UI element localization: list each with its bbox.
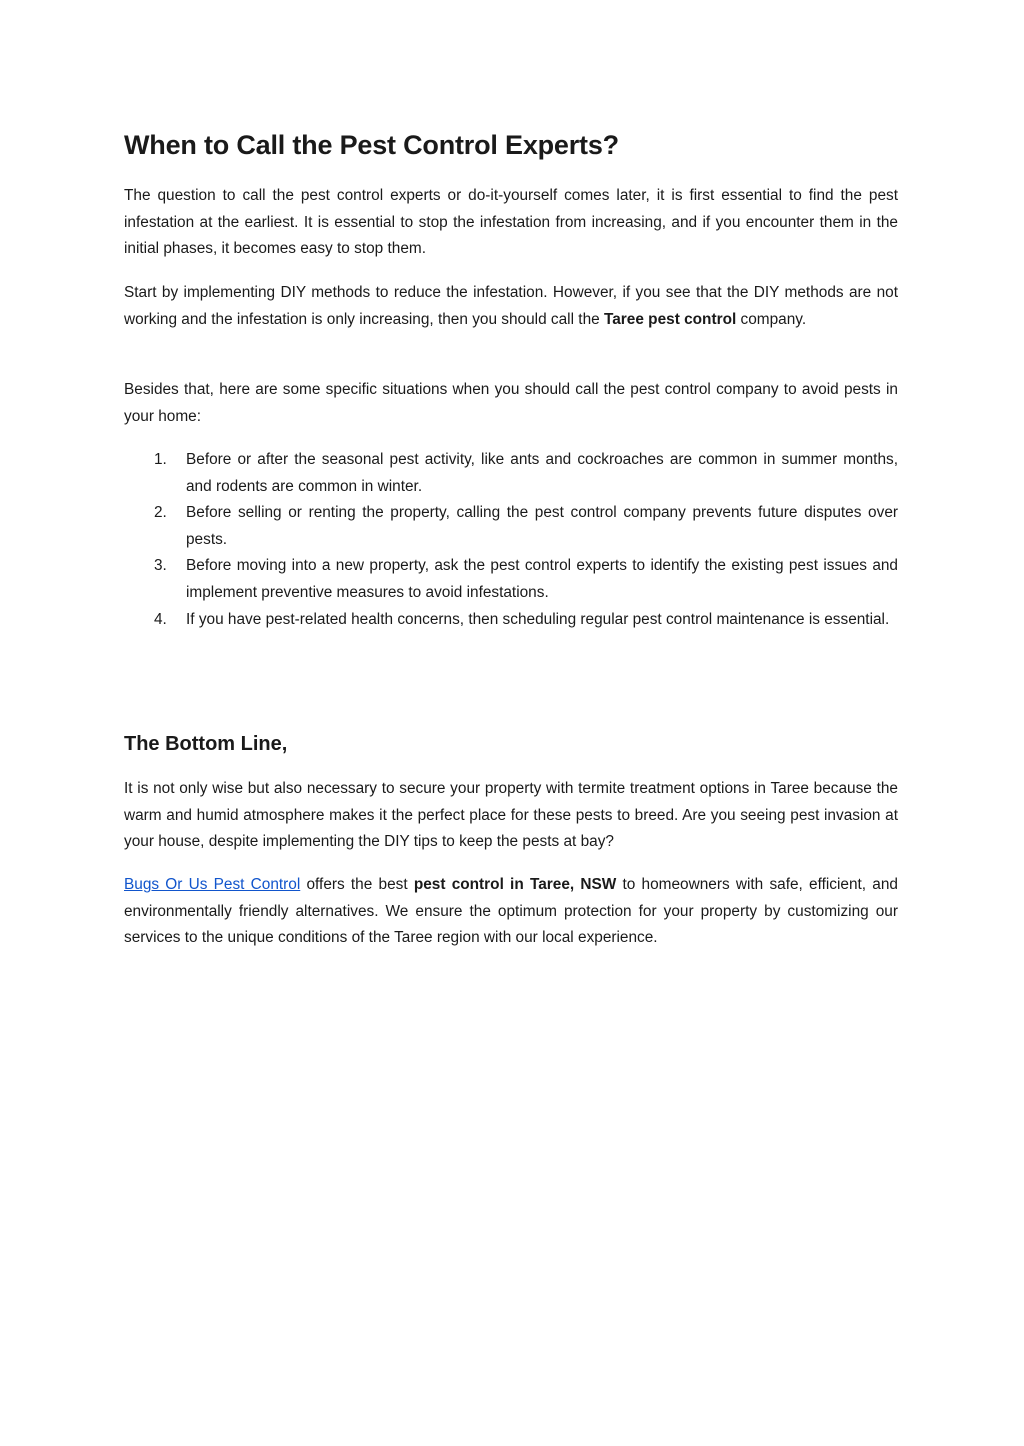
paragraph-company-text-end: to homeowners with safe, efficient, and environmentally friendly alternatives. We ensure the optimum protection for your property by customizing our services to the unique conditions of the Taree region with our local experience. <box>124 876 898 947</box>
paragraph-company <box>124 872 898 952</box>
paragraph-situations: Besides that, here are some specific situations when you should call the pest control company to avoid pests in your home: <box>124 381 898 425</box>
list-item-number: 3. <box>154 557 167 575</box>
list-item-text: Before or after the seasonal pest activity, like ants and cockroaches are common in summer months, and rodents are common in winter. <box>186 451 898 495</box>
paragraph-diy <box>124 280 898 333</box>
list-item-number: 2. <box>154 504 167 522</box>
paragraph-diy-bold: Taree pest control <box>603 310 737 328</box>
page-title: When to Call the Pest Control Experts? <box>124 130 619 160</box>
list-item-text: Before selling or renting the property, calling the pest control company prevents future disputes over pests. <box>186 504 898 548</box>
list-item <box>124 447 898 500</box>
list-item <box>124 500 898 553</box>
list-item <box>124 607 898 634</box>
situations-list <box>124 447 898 633</box>
paragraph-diy-text-end: company. <box>736 310 807 328</box>
list-item-text: If you have pest-related health concerns, then scheduling regular pest control maintenance is essential. <box>186 610 890 628</box>
list-item-number: 4. <box>154 610 167 628</box>
list-item <box>124 553 898 606</box>
company-link[interactable]: Bugs Or Us Pest Control <box>124 876 301 893</box>
paragraph-intro: The question to call the pest control experts or do-it-yourself comes later, it is first essential to find the pest infestation at the earliest. It is essential to stop the infestation from increasing, and if you encounter them in the initial phases, it becomes easy to stop them. <box>124 187 898 258</box>
paragraph-company-text-mid: offers the best <box>300 876 414 893</box>
paragraph-company-bold: pest control in Taree, NSW <box>413 876 617 893</box>
paragraph-bottom-line: It is not only wise but also necessary to secure your property with termite treatment options in Taree because the warm and humid atmosphere makes it the perfect place for these pests to breed. Are you seeing pest invasion at your house, despite implementing the DIY tips to keep the pests at bay? <box>124 780 898 851</box>
paragraph-diy-text-start: Start by implementing DIY methods to reduce the infestation. However, if you see that the DIY methods are not working and the infestation is only increasing, then you should call the <box>124 284 898 328</box>
list-item-number: 1. <box>154 451 167 468</box>
section-heading-bottom-line: The Bottom Line, <box>124 733 288 755</box>
list-item-text: Before moving into a new property, ask the pest control experts to identify the existing pest issues and implement preventive measures to avoid infestations. <box>186 557 898 601</box>
